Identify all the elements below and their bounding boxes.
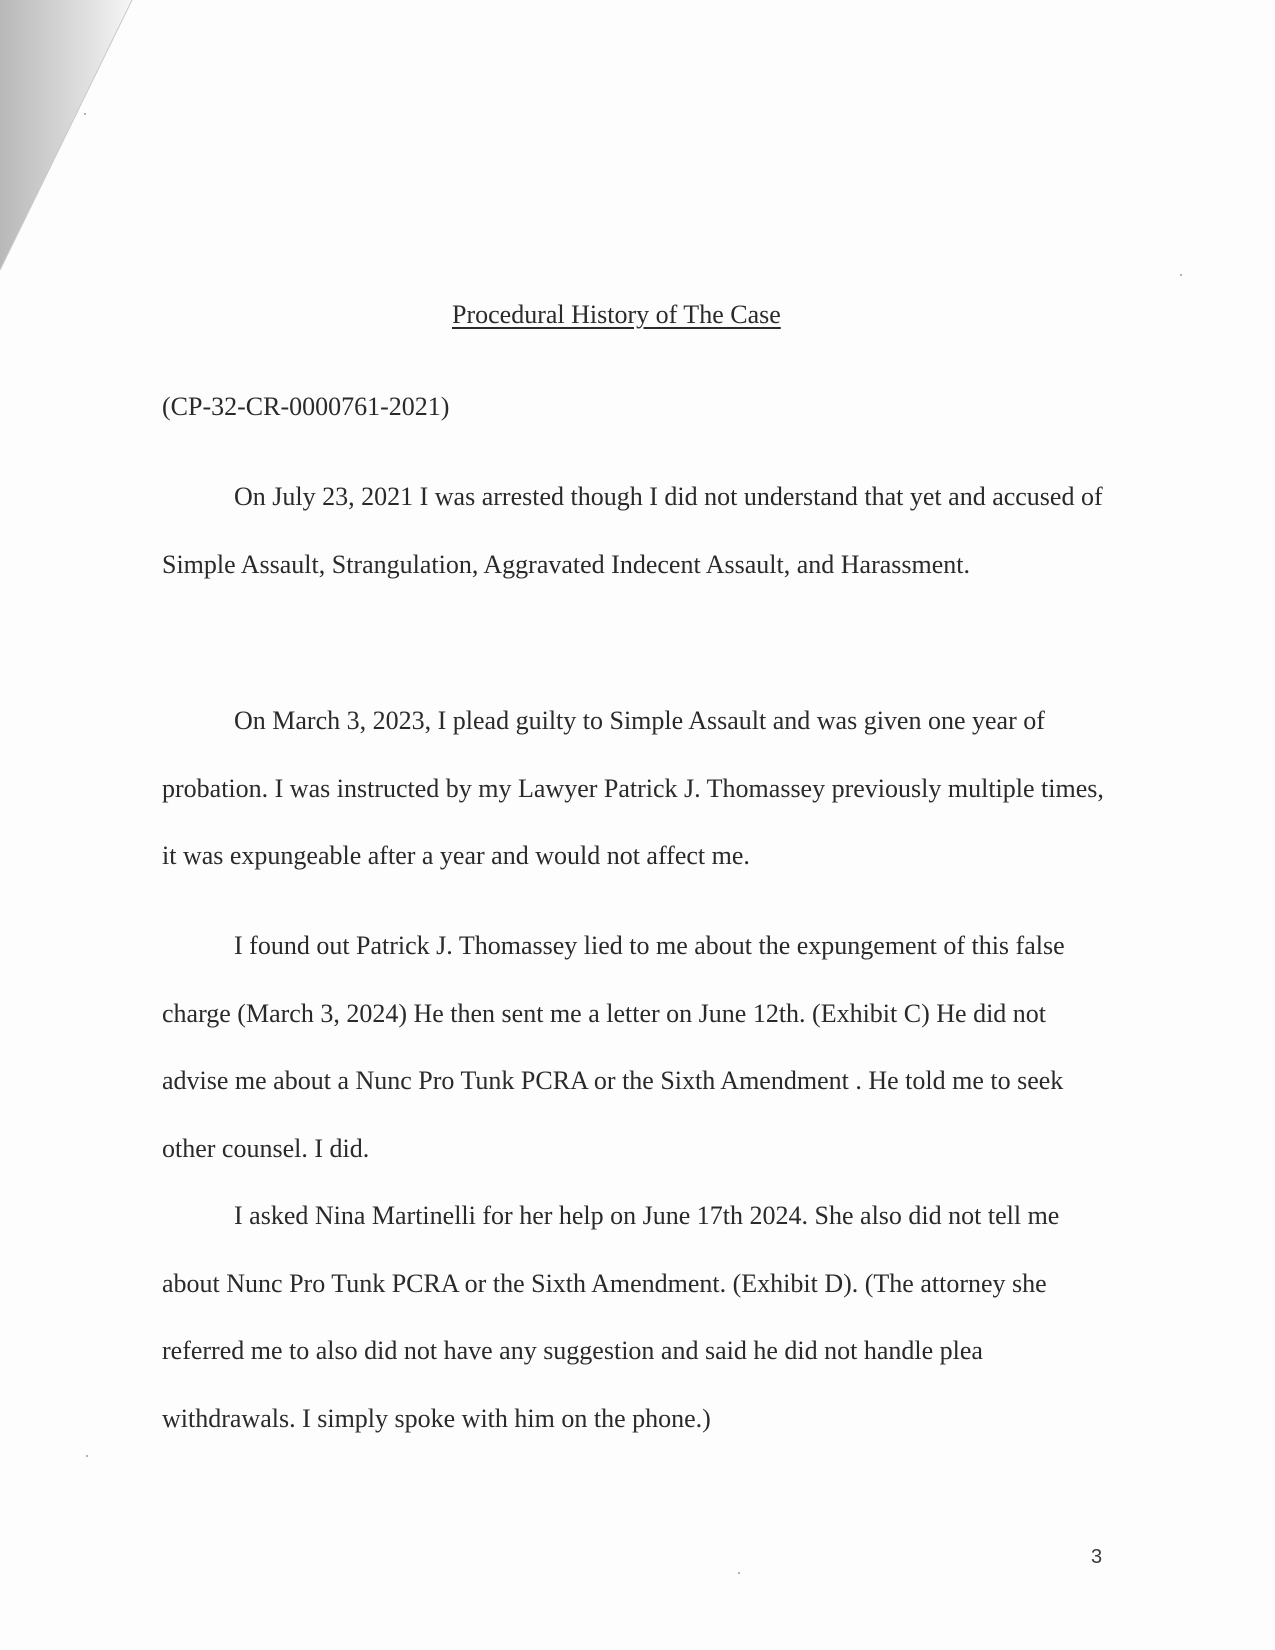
paragraph-second-counsel: I asked Nina Martinelli for her help on June 17th 2024. She also did not tell me about Nunc Pro Tunk PCRA or the Sixth Amendment. (Exhibit D). (The attorney she referred me to also did not have any suggestion and said he did not handle plea withdrawals. I simply spoke with him on the phone.) [162,1201,1060,1433]
scan-speck [1180,274,1182,276]
paragraph-plea: On March 3, 2023, I plead guilty to Simple Assault and was given one year of probation. I was instructed by my Lawyer Patrick J. Thomassey previously multiple times, it was expungeable after a year and would not affect me. [162,706,1104,870]
scan-shadow-artifact [0,0,140,280]
scan-speck [84,113,86,115]
page-number: 3 [1091,1546,1103,1568]
scan-speck [738,1572,740,1574]
case-number: (CP-32-CR-0000761-2021) [162,392,450,421]
paragraph-expungement: I found out Patrick J. Thomassey lied to me about the expungement of this false charge (March 3, 2024) He then sent me a letter on June 12th. (Exhibit C) He did not advise me about a Nunc Pro Tunk PCRA or the Sixth Amendment . He told me to seek other counsel. I did. [162,931,1065,1163]
scan-speck [86,1455,88,1457]
page-title: Procedural History of The Case [452,300,781,329]
paragraph-arrest: On July 23, 2021 I was arrested though I did not understand that yet and accused of Simple Assault, Strangulation, Aggravated Indecent Assault, and Harassment. [162,482,1103,579]
